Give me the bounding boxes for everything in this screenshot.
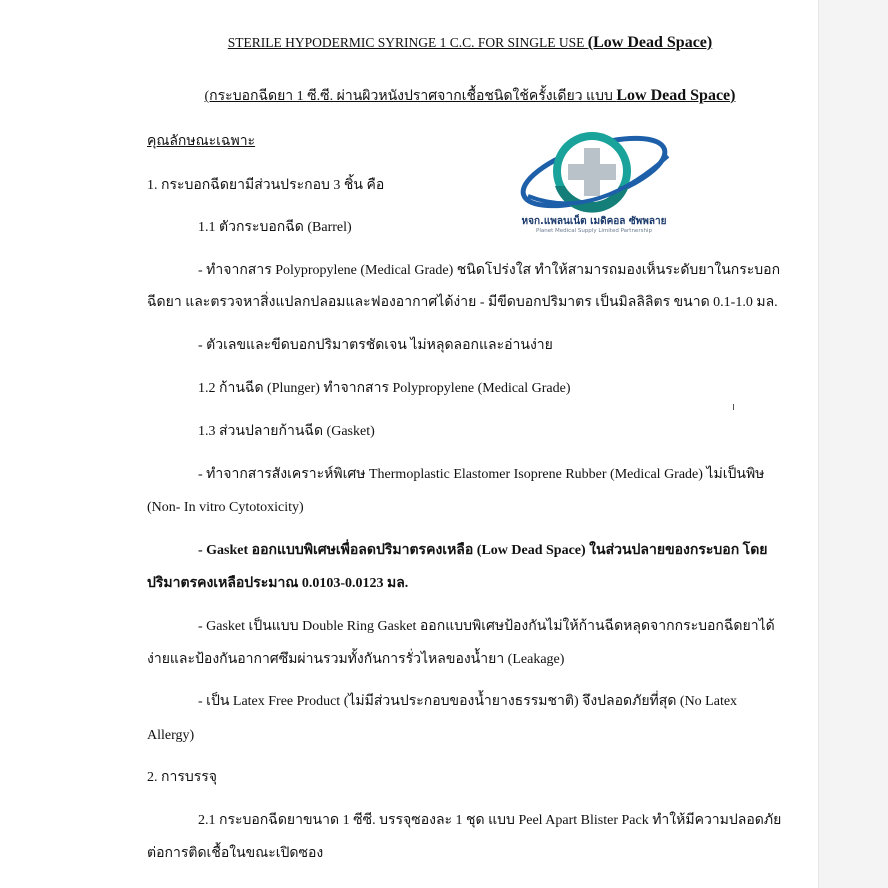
logo-company-subtitle: Planet Medical Supply Limited Partnership — [536, 228, 652, 234]
title-english: STERILE HYPODERMIC SYRINGE 1 C.C. FOR SINGLE USE (Low Dead Space) — [227, 34, 713, 51]
logo-company-name: หจก.แพลนเน็ต เมดิคอล ซัพพลาย — [521, 216, 667, 227]
paragraph-double-ring-line-1: - Gasket เป็นแบบ Double Ring Gasket ออกแบบพิเศษป้องกันไม่ให้ก้านฉีดหลุดจากกระบอกฉีดยาได้ — [198, 619, 775, 634]
section-heading: คุณลักษณะเฉพาะ — [147, 134, 256, 149]
page-margin-strip — [818, 0, 888, 888]
paragraph-gasket-material-line-2: (Non- In vitro Cytotoxicity) — [147, 500, 304, 515]
company-logo — [508, 126, 680, 240]
item-2-1-line-2: ต่อการติดเชื้อในขณะเปิดซอง — [147, 846, 324, 861]
paragraph-barrel-line-2: ฉีดยา และตรวจหาสิ่งแปลกปลอมและฟองอากาศได้ง่าย - มีขีดบอกปริมาตร เป็นมิลลิลิตร ขนาด 0.1-1.0 มล. — [147, 295, 778, 310]
item-1-2: 1.2 ก้านฉีด (Plunger) ทำจากสาร Polypropylene (Medical Grade) — [198, 381, 571, 396]
paragraph-latex-free-line-2: Allergy) — [147, 728, 195, 743]
paragraph-double-ring-line-2: ง่ายและป้องกันอากาศซึมผ่านรวมทั้งกันการรั่วไหลของน้ำยา (Leakage) — [147, 652, 565, 667]
stray-mark — [733, 404, 734, 410]
paragraph-latex-free-line-1: - เป็น Latex Free Product (ไม่มีส่วนประกอบของน้ำยางธรรมชาติ) จึงปลอดภัยที่สุด (No Latex — [198, 694, 738, 709]
medical-cross-logo-icon — [508, 126, 680, 218]
section-2: 2. การบรรจุ — [147, 770, 217, 785]
paragraph-scale: - ตัวเลขและขีดบอกปริมาตรชัดเจน ไม่หลุดลอกและอ่านง่าย — [198, 338, 553, 353]
paragraph-barrel-line-1: - ทำจากสาร Polypropylene (Medical Grade) ชนิดโปร่งใส ทำให้สามารถมองเห็นระดับยาในกระบอก — [198, 263, 781, 278]
item-1-3: 1.3 ส่วนปลายก้านฉีด (Gasket) — [198, 424, 375, 439]
section-1: 1. กระบอกฉีดยามีส่วนประกอบ 3 ชิ้น คือ — [147, 178, 385, 193]
item-2-1-line-1: 2.1 กระบอกฉีดยาขนาด 1 ซีซี. บรรจุซองละ 1 ชุด แบบ Peel Apart Blister Pack ทำให้มีความปลอดภัย — [198, 813, 782, 828]
paragraph-gasket-material-line-1: - ทำจากสารสังเคราะห์พิเศษ Thermoplastic Elastomer Isoprene Rubber (Medical Grade) ไม่เป็นพิษ — [198, 467, 765, 482]
title-thai: (กระบอกฉีดยา 1 ซี.ซี. ผ่านผิวหนังปราศจากเชื้อชนิดใช้ครั้งเดียว แบบ Low Dead Space) — [204, 87, 736, 104]
paragraph-low-dead-space-line-2: ปริมาตรคงเหลือประมาณ 0.0103-0.0123 มล. — [147, 576, 409, 591]
item-1-1: 1.1 ตัวกระบอกฉีด (Barrel) — [198, 220, 352, 235]
paragraph-low-dead-space-line-1: - Gasket ออกแบบพิเศษเพื่อลดปริมาตรคงเหลือ (Low Dead Space) ในส่วนปลายของกระบอก โดย — [198, 543, 768, 558]
